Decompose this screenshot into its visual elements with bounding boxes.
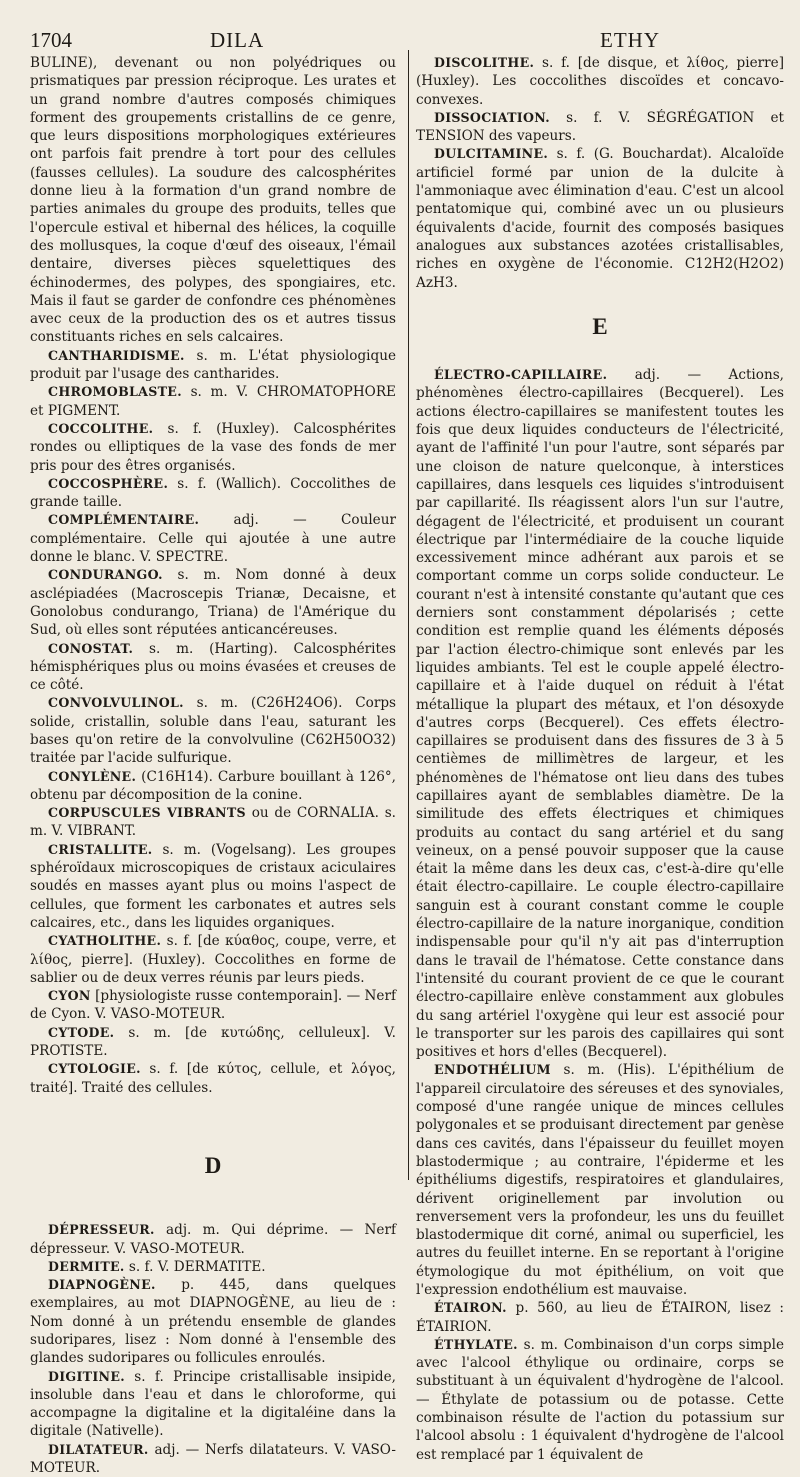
entry-headword: DIGITINE. <box>48 1368 125 1384</box>
entry-headword: ÉTAIRON. <box>434 1300 507 1316</box>
column-divider <box>408 50 409 1180</box>
entry-headword: CYON <box>48 988 91 1004</box>
entry-headword: CHROMOBLASTE. <box>48 384 182 400</box>
entry-text: adj. — Nerfs dilatateurs. V. VASO-MOTEUR. <box>30 1441 396 1477</box>
entry-headword: COMPLÉMENTAIRE. <box>48 512 200 528</box>
entry-text: s. m. [de κυτώδης, celluleux]. V. PROTISTE. <box>30 1024 396 1060</box>
entry-text: [physiologiste russe contemporain]. — Nerf de Cyon. V. VASO-MOTEUR. <box>30 988 396 1023</box>
entry-headword: DISSOCIATION. <box>434 109 550 125</box>
running-header <box>30 28 788 56</box>
entry-cristallite <box>30 841 396 932</box>
entry-headword: CRISTALLITE. <box>48 841 153 857</box>
entry-continuation <box>30 54 396 347</box>
entry-text: adj. m. Qui déprime. — Nerf dépresseur. V. VASO-MOTEUR. <box>30 1222 396 1257</box>
entry-text: (C16H14). Carbure bouillant à 126°, obtenu par décomposition de la conine. <box>30 768 396 803</box>
entry-headword: ENDOTHÉLIUM <box>434 1062 551 1078</box>
entry-electro-capillaire <box>416 366 784 1061</box>
entry-text: s. f. (G. Bouchardat). Alcaloïde artificiel formé par union de la dulcite à l'ammoniaque avec élimination d'eau. C'est un alcool pentatomique qui, combiné avec un ou plusieurs équivalents d'acide, fournit des composés basiques analogues aux substances azotées cristallisables, riches en oxygène de l'économie. C12H2(H2O2) AzH3. <box>416 146 784 291</box>
entry-text: s. m. Nom donné à deux asclépiadées (Macroscepis Trianæ, Decaisne, et Gonolobus condurango, Triana) de l'Amérique du Sud, où elles sont réputées anticancéreuses. <box>30 567 397 639</box>
entry-diapnogene <box>30 1276 396 1367</box>
right-column <box>416 54 784 1464</box>
section-letter-d: D <box>204 1152 222 1178</box>
entry-headword: CYATHOLITHE. <box>48 933 162 949</box>
entry-ethylate <box>416 1336 784 1464</box>
entry-text: s. m. (Harting). Calcosphérites hémisphériques plus ou moins évasées et creuses de ce côté. <box>30 640 396 694</box>
left-column <box>30 54 396 1477</box>
entry-headword: ÉTHYLATE. <box>434 1336 518 1352</box>
entry-headword: DISCOLITHE. <box>434 55 535 70</box>
entry-cyatholithe <box>30 932 396 987</box>
entry-text: s. f. V. DERMATITE. <box>128 1258 266 1275</box>
entry-digitine <box>30 1368 396 1441</box>
entry-etairon <box>416 1299 784 1336</box>
entry-corpuscules-vibrants <box>30 804 396 841</box>
entry-headword: CONVOLVULINOL. <box>48 695 184 711</box>
entry-headword: CONDURANGO. <box>48 567 163 583</box>
entry-text: s. m. (His). L'épithélium de l'appareil circulatoire des séreuses et des synoviales, composé d'une rangée unique de minces cellules polygonales et se produisant directement par genèse dans ces cavités, dans l'épaisseur du feuillet moyen blastodermique ; au contraire, l'épiderme et les épithéliums digestifs, respiratoires et glandulaires, dérivent originellement par involution ou renversement vers la profondeur, les uns du feuillet blastodermique dit corné, animal ou superficiel, les autres du feuillet interne. En se reportant à l'origine étymologique du mot épithélium, on voit que l'expression endothélium est mauvaise. <box>416 1062 784 1298</box>
entry-cytologie <box>30 1060 396 1097</box>
entry-conylene <box>30 768 396 805</box>
entry-discolithe <box>416 54 784 109</box>
entry-coccosphere <box>30 475 396 512</box>
entry-headword: COCCOSPHÈRE. <box>48 475 169 491</box>
entry-text: s. f. [de disque, et λίθος, pierre] (Huxley). Les coccolithes discoïdes et concavo-convexes. <box>416 55 784 108</box>
entry-convolvulinol <box>30 694 396 767</box>
entry-text: s. m. V. CHROMATOPHORE et PIGMENT. <box>30 384 396 419</box>
entry-cytode <box>30 1024 396 1061</box>
entry-text: adj. — Actions, phénomènes électro-capillaires (Becquerel). Les actions électro-capillaires se manifestent toutes les fois que deux liquides conducteurs de l'électricité, ayant de l'affinité l'un pour l'autre, sont séparés par une cloison de nature quelconque, à interstices capillaires, dans lesquels ces liquides s'introduisent par capillarité. Ils réagissent alors l'un sur l'autre, dégagent de l'électricité, et produisent un courant électrique par l'intermédiaire de la couche liquide excessivement mince adhérant aux parois et se comportant comme un corps solide conducteur. Le courant n'est à intensité constante qu'autant que ces derniers sont constamment dépolarisés ; cette condition est remplie quand les éléments déposés par l'action électro-chimique sont enlevés par les liquides ambiants. Tel est le couple appelé électro-capillaire et à l'aide duquel on réduit à l'état métallique la plupart des métaux, et l'on désoxyde d'autres corps (Becquerel). Ces effets électro-capillaires se produisent dans des fissures de 3 à 5 centièmes de millimètres de largeur, et les phénomènes de l'hématose ont lieu dans des tubes capillaires ayant de semblables diamètre. De la similitude des effets électriques et chimiques produits au contact du sang artériel et du sang veineux, on a pensé pouvoir supposer que la cause était la même dans les deux cas, c'est-à-dire qu'elle était électro-capillaire. Le couple électro-capillaire sanguin est à courant constant comme le couple électro-capillaire de la nature inorganique, condition indispensable pour qu'il n'y ait pas d'interruption dans le travail de l'hématose. Cette constance dans l'intensité du courant provient de ce que le courant électro-capillaire enlève constamment aux globules du sang artériel l'oxygène qui leur est associé pour le transporter sur les parois des capillaires qui sont positives et hors d'elles (Becquerel). <box>416 367 784 1061</box>
entry-text: BULINE), devenant ou non polyédriques ou prismatiques par pression réciproque. Les urates et un grand nombre d'autres composés chimiques forment des groupements cristallins de ce genre, que leurs dispositions morphologiques extérieures ont parfois fait prendre à tort pour des cellules (fausses cellules). La soudure des calcosphérites donne lieu à la formation d'un grand nombre de parties animales du groupe des produits, telles que l'opercule estival et hibernal des hélices, la coquille des mollusques, la coque d'œuf des oiseaux, l'émail dentaire, diverses pièces squelettiques des échinodermes, des polypes, des spongiaires, etc. Mais il faut se garder de confondre ces phénomènes avec ceux de la production des os et autres tissus constituants riches en sels calcaires. <box>30 55 396 346</box>
entry-chromoblaste <box>30 383 396 420</box>
entry-endothelium <box>416 1061 784 1299</box>
entry-headword: CONOSTAT. <box>48 640 134 656</box>
entry-text: s. m. L'état physiologique produit par l'usage des cantharides. <box>30 347 396 383</box>
entry-headword: DULCITAMINE. <box>434 146 549 162</box>
entry-headword: CORPUSCULES VIBRANTS <box>48 805 246 821</box>
entry-text: s. f. Principe cristallisable insipide, insoluble dans l'eau et dans le chloroforme, qui accompagne la digitaline et la digitaléine dans la digitale (Nativelle). <box>30 1368 396 1440</box>
entry-headword: DÉPRESSEUR. <box>48 1222 155 1238</box>
left-guide-word: DILA <box>210 28 265 52</box>
entry-text: p. 560, au lieu de ÉTAIRON, lisez : ÉTAIRION. <box>416 1300 784 1335</box>
entry-headword: DIAPNOGÈNE. <box>48 1277 156 1293</box>
entry-dissociation <box>416 109 784 146</box>
entry-cyon <box>30 987 396 1024</box>
entry-headword: CYTODE. <box>48 1024 115 1040</box>
entry-text: ou de CORNALIA. s. m. V. VIBRANT. <box>30 805 396 840</box>
entry-text: adj. — Couleur complémentaire. Celle qui ajoutée à une autre donne le blanc. V. SPECTRE. <box>30 512 396 566</box>
entry-headword: DERMITE. <box>48 1258 125 1274</box>
entry-headword: ÉLECTRO-CAPILLAIRE. <box>434 367 608 383</box>
entry-headword: DILATATEUR. <box>48 1441 149 1457</box>
entry-coccolithe <box>30 420 396 475</box>
entry-headword: CYTOLOGIE. <box>48 1061 141 1077</box>
entry-headword: CONYLÈNE. <box>48 768 137 784</box>
entry-complementaire <box>30 511 396 566</box>
entry-text: s. f. V. SÉGRÉGATION et TENSION des vapeurs. <box>416 109 784 145</box>
page-number: 1704 <box>30 28 72 52</box>
entry-text: s. m. (C26H24O6). Corps solide, cristallin, soluble dans l'eau, saturant les bases qu'on retire de la convolvuline (C62H50O32) traitée par l'acide sulfurique. <box>30 695 396 767</box>
entry-text: s. f. [de κύαθος, coupe, verre, et λίθος, pierre]. (Huxley). Coccolithes en forme de sablier ou de deux verres réunis par leurs pieds. <box>30 933 396 986</box>
entry-dermite <box>30 1258 396 1276</box>
entry-cantharidisme <box>30 347 396 384</box>
entry-text: s. f. [de κύτος, cellule, et λόγος, traité]. Traité des cellules. <box>30 1061 396 1096</box>
section-letter-e: E <box>592 313 608 339</box>
entry-headword: CANTHARIDISME. <box>48 347 185 363</box>
entry-headword: COCCOLITHE. <box>48 420 154 436</box>
entry-dulcitamine <box>416 145 784 291</box>
entry-depresseur <box>30 1221 396 1258</box>
entry-text: s. f. (Huxley). Calcosphérites rondes ou elliptiques de la vase des fonds de mer pris pour des êtres organisés. <box>30 420 396 474</box>
entry-text: s. f. (Wallich). Coccolithes de grande taille. <box>30 475 397 511</box>
right-guide-word: ETHY <box>600 28 660 52</box>
entry-dilatateur <box>30 1441 396 1477</box>
entry-text: s. m. Combinaison d'un corps simple avec l'alcool éthylique ou ordinaire, corps se substituant à un équivalent d'hydrogène de l'alcool. — Éthylate de potassium ou de potasse. Cette combinaison résulte de l'action du potassium sur l'alcool absolu : 1 équivalent d'hydrogène de l'alcool est remplacé par 1 équivalent de <box>416 1336 784 1463</box>
entry-conostat <box>30 640 396 695</box>
entry-text: s. m. (Vogelsang). Les groupes sphéroïdaux microscopiques de cristaux aciculaires soudés en masses ayant plus ou moins l'aspect de cellules, que forment les carbonates et autres sels calcaires, etc., dans les liquides organiques. <box>30 841 396 931</box>
entry-text: p. 445, dans quelques exemplaires, au mot DIAPNOGÈNE, au lieu de : Nom donné à un prétendu ensemble de glandes sudoripares, lisez : Nom donné à l'ensemble des glandes sudoripares ou follicules enroulés. <box>30 1277 396 1367</box>
entry-condurango <box>30 566 396 639</box>
